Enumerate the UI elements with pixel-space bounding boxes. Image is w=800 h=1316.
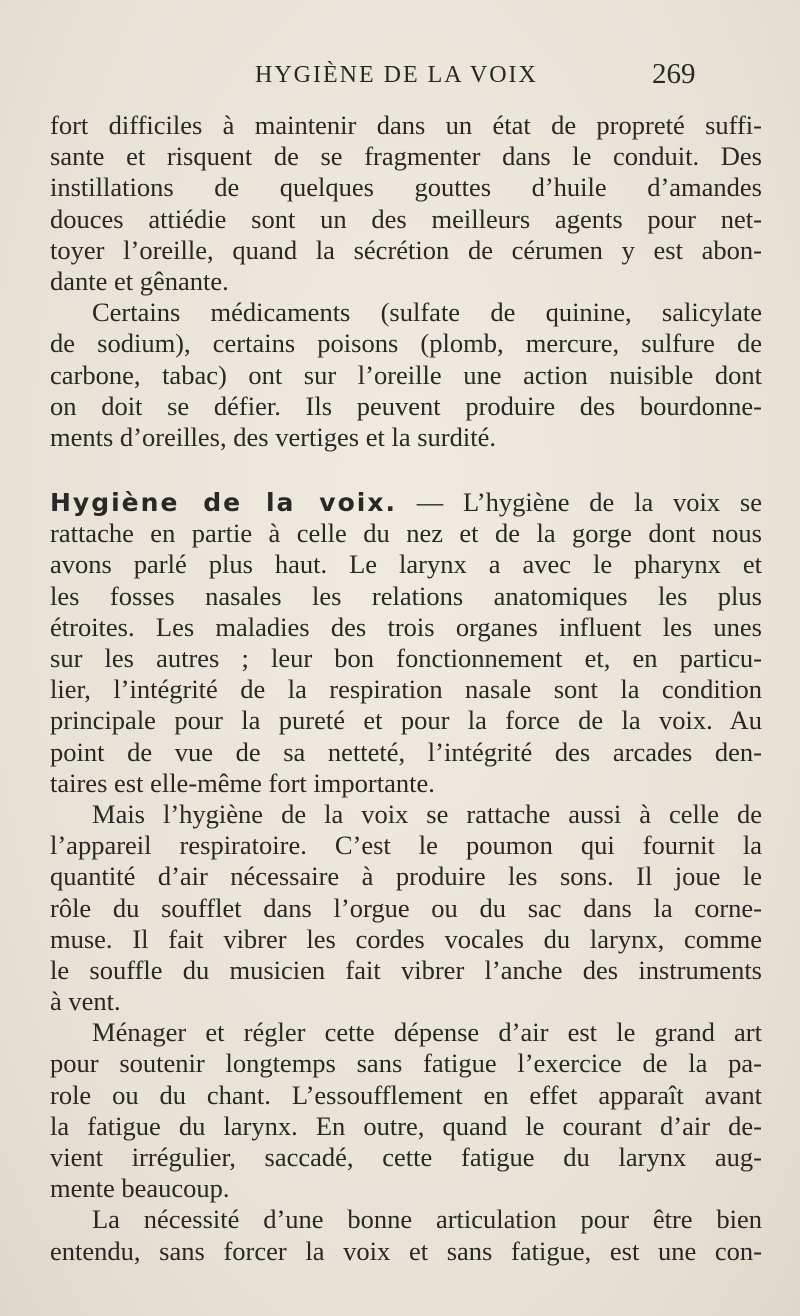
text-line: quantité d’air nécessaire à produire les sons. Il joue le <box>50 861 762 892</box>
text-line: instillations de quelques gouttes d’huile d’amandes <box>50 172 762 203</box>
text-line: lier, l’intégrité de la respiration nasale sont la condition <box>50 674 762 705</box>
text-line: point de vue de sa netteté, l’intégrité des arcades den- <box>50 736 762 767</box>
heading-continuation: — L’hygiène de la voix se <box>396 487 762 518</box>
text-line: la fatigue du larynx. En outre, quand le courant d’air de- <box>50 1110 762 1141</box>
running-title: HYGIÈNE DE LA VOIX <box>255 62 538 88</box>
paragraph <box>50 487 762 799</box>
paragraph <box>50 110 762 297</box>
paragraph <box>50 799 762 1017</box>
text-line: vient irrégulier, saccadé, cette fatigue du larynx aug- <box>50 1142 762 1172</box>
paragraph <box>50 1017 762 1204</box>
text-line: rattache en partie à celle du nez et de la gorge dont nous <box>50 518 762 549</box>
text-line: muse. Il fait vibrer les cordes vocales du larynx, comme <box>50 923 762 954</box>
page-number: 269 <box>652 58 696 90</box>
text-line <box>50 487 762 518</box>
text-line: taires est elle-même fort importante. <box>50 767 435 798</box>
text-line: mente beaucoup. <box>50 1173 230 1204</box>
text-line: role ou du chant. L’essoufflement en effet apparaît avant <box>50 1079 762 1110</box>
text-line: ments d’oreilles, des vertiges et la surdité. <box>50 421 496 452</box>
text-line: sante et risquent de se fragmenter dans le conduit. Des <box>50 141 762 172</box>
text-line: carbone, tabac) ont sur l’oreille une action nuisible dont <box>50 359 762 390</box>
text-line: toyer l’oreille, quand la sécrétion de cérumen y est abon- <box>50 234 762 265</box>
text-line: entendu, sans forcer la voix et sans fatigue, est une con- <box>50 1235 762 1266</box>
text-line: dante et gênante. <box>50 265 229 296</box>
text-line: à vent. <box>50 986 121 1017</box>
text-line: on doit se défier. Ils peuvent produire des bourdonne- <box>50 390 762 421</box>
text-line: fort difficiles à maintenir dans un état de propreté suffi- <box>50 110 762 140</box>
text-line: de sodium), certains poisons (plomb, mercure, sulfure de <box>50 328 762 359</box>
text-line: rôle du soufflet dans l’orgue ou du sac dans la corne- <box>50 892 762 923</box>
text-line: Mais l’hygiène de la voix se rattache aussi à celle de <box>92 798 762 829</box>
paragraph <box>50 1204 762 1266</box>
body-text <box>50 110 762 1267</box>
text-line: l’appareil respiratoire. C’est le poumon qui fournit la <box>50 830 762 861</box>
page-header <box>0 58 800 98</box>
paragraph <box>50 297 762 453</box>
text-line: sur les autres ; leur bon fonctionnement et, en particu- <box>50 643 762 673</box>
section-gap <box>50 453 762 487</box>
text-line: Certains médicaments (sulfate de quinine, salicylate <box>92 297 762 328</box>
text-line: pour soutenir longtemps sans fatigue l’exercice de la pa- <box>50 1048 762 1079</box>
section-heading: Hygiène de la voix. <box>50 488 397 518</box>
text-line: principale pour la pureté et pour la force de la voix. Au <box>50 705 762 736</box>
text-line: étroites. Les maladies des trois organes influent les unes <box>50 611 762 642</box>
text-line: Ménager et régler cette dépense d’air est le grand art <box>92 1017 762 1048</box>
text-line: avons parlé plus haut. Le larynx a avec le pharynx et <box>50 549 762 580</box>
text-line: douces attiédie sont un des meilleurs agents pour net- <box>50 203 762 234</box>
text-line: le souffle du musicien fait vibrer l’anche des instruments <box>50 954 762 985</box>
text-line: les fosses nasales les relations anatomiques les plus <box>50 580 762 611</box>
text-line: La nécessité d’une bonne articulation pour être bien <box>92 1204 762 1235</box>
